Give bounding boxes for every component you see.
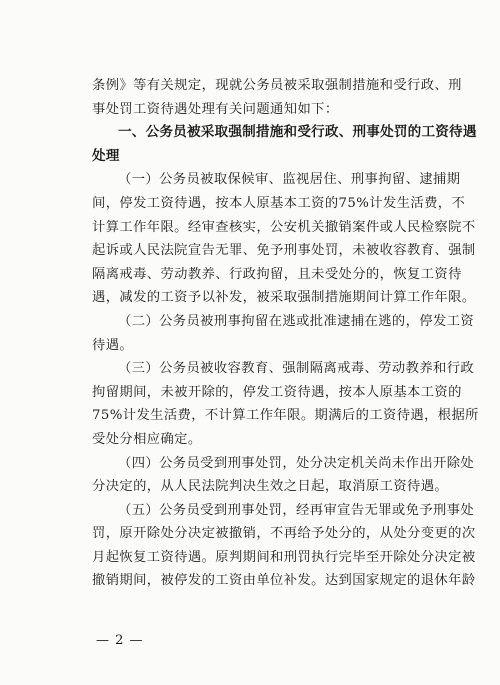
item-paragraph-5: [92, 499, 476, 593]
text-line: 75%计发生活费，不计算工作年限。期满后的工资待遇，根据所: [92, 408, 479, 424]
item-paragraph-4: [92, 452, 475, 499]
text-line: 起诉或人民法院宣告无罪、免予刑事处罚，未被收容教育、强制: [92, 243, 476, 259]
text-line: 间，停发工资待遇，按本人原基本工资的75%计发生活费，不: [92, 195, 466, 211]
text-line: （三）公务员被收容教育、强制隔离戒毒、劳动教养和行政: [118, 361, 475, 377]
item-paragraph-2: [92, 310, 475, 357]
text-line: 撤销期间，被停发的工资由单位补发。达到国家规定的退休年龄: [92, 573, 476, 589]
heading-line: 一、公务员被采取强制措施和受行政、刑事处罚的工资待遇: [118, 124, 477, 141]
text-line: 待遇。: [92, 337, 134, 353]
heading-line: 处理: [92, 147, 120, 164]
document-body: [92, 74, 479, 593]
text-line: （四）公务员受到刑事处罚，处分决定机关尚未作出开除处: [118, 455, 475, 471]
section-heading: [92, 121, 477, 168]
text-line: （一）公务员被取保候审、监视居住、刑事拘留、逮捕期: [118, 172, 461, 188]
item-paragraph-3: [92, 357, 479, 451]
item-paragraph-1: [92, 168, 476, 310]
text-line: 月起恢复工资待遇。原判期间和刑罚执行完毕至开除处分决定被: [92, 549, 476, 565]
text-line: （五）公务员受到刑事处罚，经再审宣告无罪或免予刑事处: [118, 502, 475, 518]
text-line: 条例》等有关规定，现就公务员被采取强制措施和受行政、刑: [92, 78, 462, 93]
text-line: 遇，减发的工资予以补发，被采取强制措施期间计算工作年限。: [92, 290, 476, 306]
text-line: 计算工作年限。经审查核实，公安机关撤销案件或人民检察院不: [92, 219, 476, 235]
page-number: — 2 —: [96, 633, 144, 648]
text-line: 罚，原开除处分决定被撤销，不再给予处分的，从处分变更的次: [92, 526, 476, 542]
text-line: 隔离戒毒、劳动教养、行政拘留，且未受处分的，恢复工资待: [92, 266, 462, 282]
text-line: 事处罚工资待遇处理有关问题通知如下：: [92, 101, 339, 117]
text-line: 受处分相应确定。: [92, 431, 202, 447]
intro-paragraph: [92, 74, 462, 121]
text-line: 分决定的，从人民法院判决生效之日起，取消原工资待遇。: [92, 479, 449, 495]
text-line: 拘留期间，未被开除的，停发工资待遇，按本人原基本工资的: [92, 384, 462, 400]
text-line: （二）公务员被刑事拘留在逃或批准逮捕在逃的，停发工资: [118, 313, 475, 329]
